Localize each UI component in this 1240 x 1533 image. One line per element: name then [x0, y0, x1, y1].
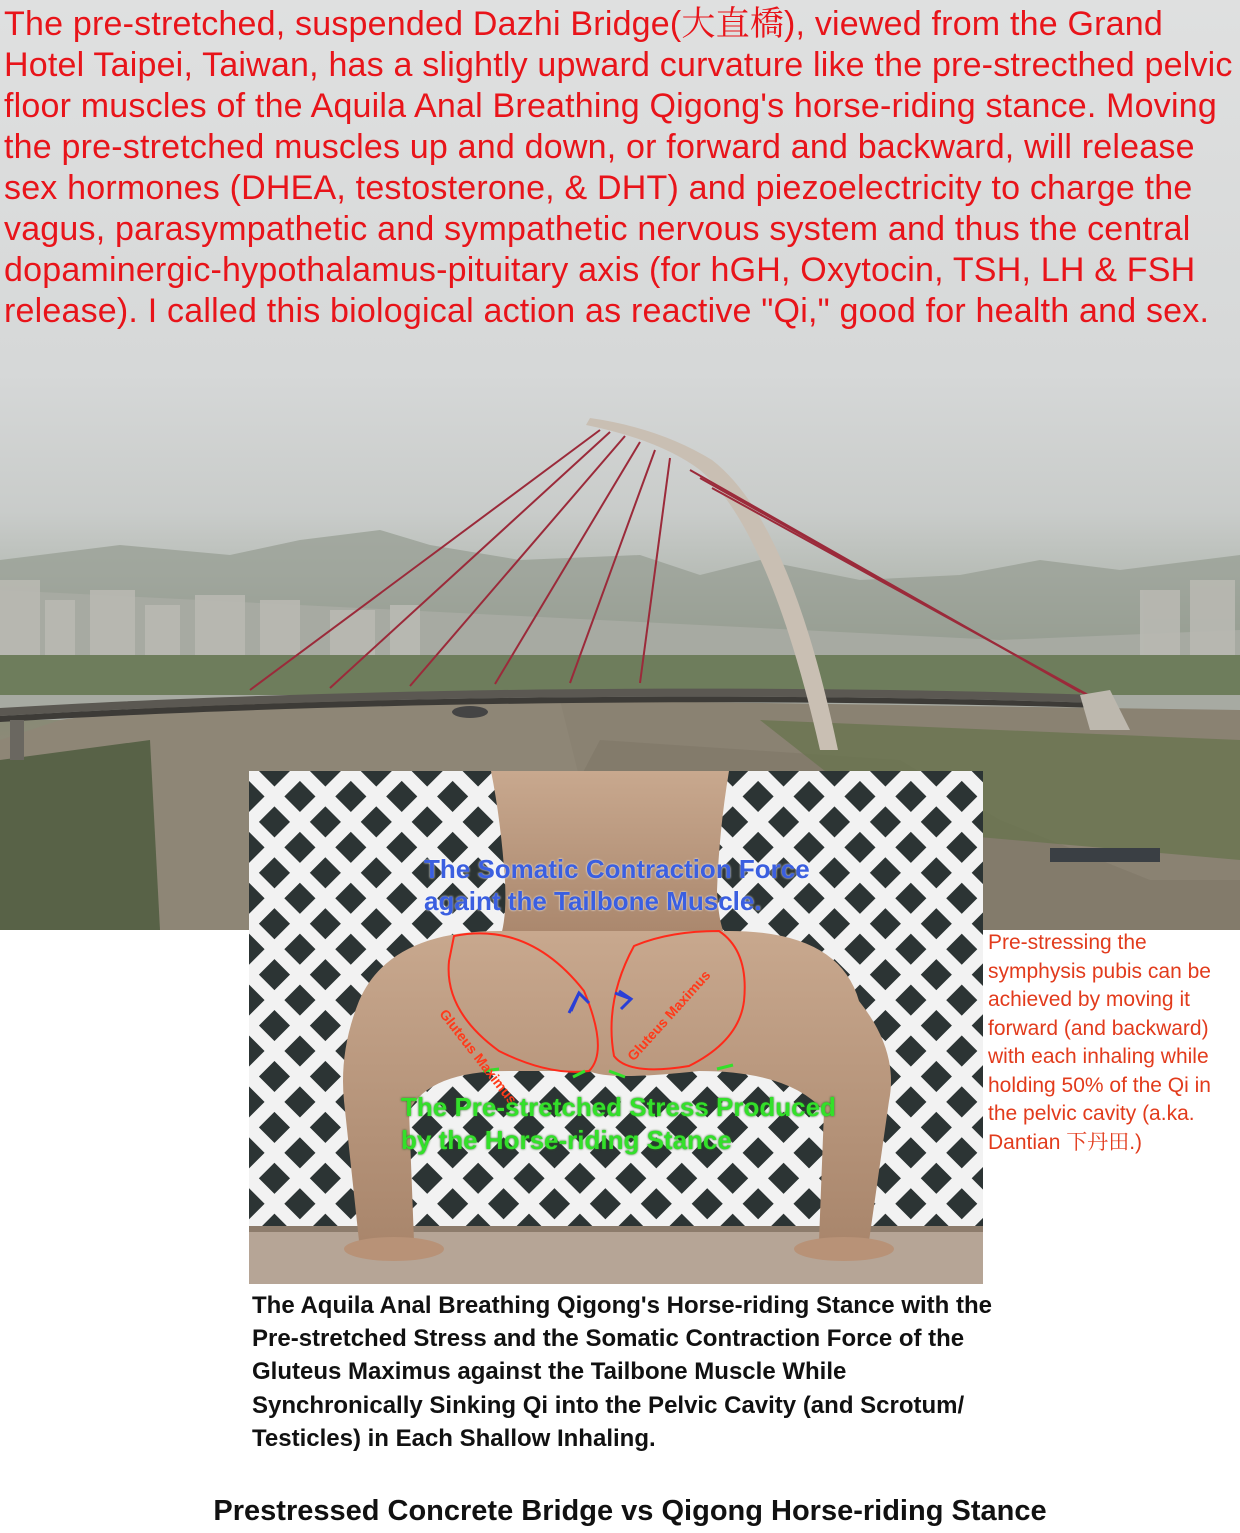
gluteus-left-label: Gluteus Maximus: [436, 1006, 521, 1108]
stance-photo: [249, 771, 983, 1284]
footer-title: Prestressed Concrete Bridge vs Qigong Horse-riding Stance: [213, 1495, 1047, 1527]
stress-label: The Pre-stretched Stress Produced by the Horse-riding Stance: [401, 1092, 836, 1155]
gluteus-right-label: Gluteus Maximus: [624, 966, 714, 1064]
main-caption: The pre-stretched, suspended Dazhi Bridge(大直橋), viewed from the Grand Hotel Taipei, Taiwan, has a slightly upward curvature like the pre-strecthed pelvic floor muscles of the Aquila Anal Breathing Qigong's horse-riding stance. Moving the pre-stretched muscles up and down, or forward and backward, will release sex hormones (DHEA, testosterone, & DHT) and piezoelectricity to charge the vagus, parasympathetic and sympathetic nervous system and thus the central dopaminergic-hypothalamus-pituitary axis (for hGH, Oxytocin, TSH, LH & FSH release). I called this biological action as reactive "Qi," good for health and sex.: [4, 5, 1233, 330]
side-note: Pre-stressing the symphysis pubis can be achieved by moving it forward (and backward) with each inhaling while holding 50% of the Qi in the pelvic cavity (a.ka. Dantian 下丹田.): [988, 931, 1211, 1154]
somatic-force-label: The Somatic Contraction Force againt the Tailbone Muscle.: [424, 854, 810, 916]
stance-caption: The Aquila Anal Breathing Qigong's Horse-riding Stance with the Pre-stretched Stress and the Somatic Contraction Force of the Gluteus Maximus against the Tailbone Muscle While Synchronically Sinking Qi into the Pelvic Cavity (and Scrotum/ Testicles) in Each Shallow Inhaling.: [252, 1292, 992, 1452]
stance-illustration: [249, 771, 983, 1284]
